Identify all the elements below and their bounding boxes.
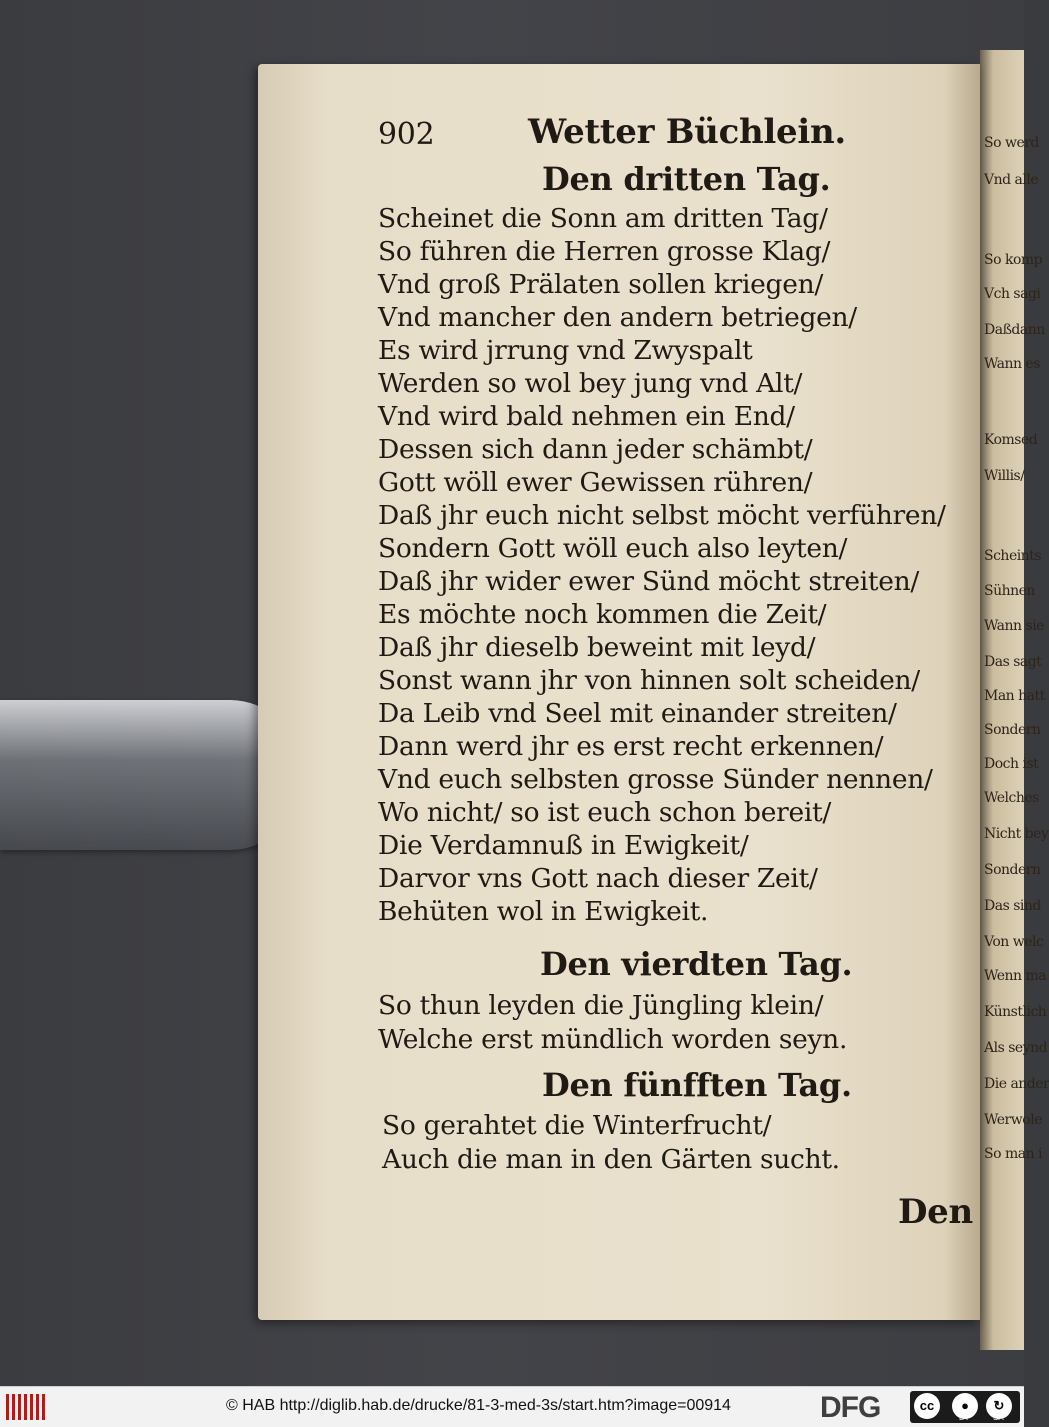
verse-line: Dessen sich dann jeder schämbt/ [378, 434, 813, 465]
adjacent-page-line: Komsed [984, 432, 1038, 448]
verse-line: Welche erst mündlich worden seyn. [378, 1024, 848, 1055]
adjacent-page-line: Nicht bey [984, 826, 1049, 842]
verse-line: Da Leib vnd Seel mit einander streiten/ [378, 698, 897, 729]
adjacent-page-line: Vch sagi [984, 286, 1041, 302]
copyright-link[interactable]: © HAB http://diglib.hab.de/drucke/81-3-med-3s/start.htm?image=00914 [226, 1397, 731, 1414]
adjacent-page-line: Sondern [984, 862, 1041, 878]
by-person-icon: ● [952, 1393, 978, 1419]
verse-line: Gott wöll ewer Gewissen rühren/ [378, 467, 813, 498]
adjacent-page-line: Sühnen [984, 583, 1035, 599]
catchword: Den [898, 1192, 973, 1232]
footer-bar [0, 1386, 1024, 1427]
verse-line: Sondern Gott wöll euch also leyten/ [378, 533, 848, 564]
adjacent-page-line: Von welc [984, 934, 1044, 950]
verse-line: Die Verdamnuß in Ewigkeit/ [378, 830, 749, 861]
adjacent-page-line: Die ander [984, 1076, 1049, 1092]
verse-line: So thun leyden die Jüngling klein/ [378, 990, 824, 1021]
dfg-logo: DFG [820, 1391, 881, 1424]
adjacent-page-line: Wann es [984, 356, 1040, 372]
cc-by-label: BY [959, 1413, 970, 1422]
adjacent-page-line: So man i [984, 1146, 1043, 1162]
verse-line: Daß jhr euch nicht selbst möcht verführen/ [378, 500, 946, 531]
verse-line: Daß jhr dieselb beweint mit leyd/ [378, 632, 816, 663]
section-heading: Den fünfften Tag. [542, 1066, 852, 1104]
adjacent-page-line: So werd [984, 135, 1039, 151]
cc-license-badge[interactable] [910, 1391, 1020, 1423]
adjacent-page-line: Das sagt [984, 654, 1042, 670]
adjacent-page-line: Das sind [984, 898, 1041, 914]
adjacent-page-line: Als seynd [984, 1040, 1048, 1056]
adjacent-page-line: Scheints [984, 548, 1042, 564]
adjacent-page [980, 50, 1049, 1350]
adjacent-page-line: Werwole [984, 1112, 1042, 1128]
verse-line: Vnd euch selbsten grosse Sünder nennen/ [378, 764, 933, 795]
verse-line: Vnd groß Prälaten sollen kriegen/ [378, 269, 823, 300]
verse-line: Scheinet die Sonn am dritten Tag/ [378, 203, 828, 234]
share-alike-icon: ↻ [986, 1393, 1012, 1419]
verse-line: Behüten wol in Ewigkeit. [378, 896, 709, 927]
adjacent-page-line: Welches [984, 790, 1039, 806]
verse-line: Darvor vns Gott nach dieser Zeit/ [378, 863, 818, 894]
cc-icon: cc [914, 1393, 940, 1419]
verse-line: Es wird jrrung vnd Zwyspalt [378, 335, 753, 366]
adjacent-page-line: Künstlich [984, 1004, 1047, 1020]
adjacent-page-line: Doch ist [984, 756, 1039, 772]
verse-line: Sonst wann jhr von hinnen solt scheiden/ [378, 665, 920, 696]
adjacent-page-line: Man hatt [984, 688, 1045, 704]
glass-clamp [0, 700, 300, 850]
adjacent-page-line: Wann sie [984, 618, 1044, 634]
running-title: Wetter Büchlein. [528, 112, 846, 152]
section-heading: Den vierdten Tag. [540, 945, 853, 983]
verse-line: Auch die man in den Gärten sucht. [382, 1144, 840, 1175]
adjacent-page-line: Sondern [984, 722, 1041, 738]
verse-line: Es möchte noch kommen die Zeit/ [378, 599, 827, 630]
verse-line: Daß jhr wider ewer Sünd möcht streiten/ [378, 566, 920, 597]
verse-line: Wo nicht/ so ist euch schon bereit/ [378, 797, 831, 828]
adjacent-page-line: Wenn ma [984, 968, 1047, 984]
barcode-icon [6, 1394, 46, 1420]
adjacent-page-line: Vnd alle [984, 172, 1039, 188]
verse-line: Vnd mancher den andern betriegen/ [378, 302, 857, 333]
verse-line: Vnd wird bald nehmen ein End/ [378, 401, 795, 432]
verse-line: So gerahtet die Winterfrucht/ [382, 1110, 772, 1141]
adjacent-page-line: Daßdann [984, 322, 1045, 338]
cc-sa-label: SA [993, 1413, 1004, 1422]
verse-line: Werden so wol bey jung vnd Alt/ [378, 368, 803, 399]
page-number: 902 [378, 117, 435, 152]
adjacent-page-line: Willis/ [984, 468, 1025, 484]
verse-line: Dann werd jhr es erst recht erkennen/ [378, 731, 884, 762]
adjacent-page-line: So komp [984, 252, 1043, 268]
verse-line: So führen die Herren grosse Klag/ [378, 236, 831, 267]
section-heading: Den dritten Tag. [542, 160, 831, 198]
